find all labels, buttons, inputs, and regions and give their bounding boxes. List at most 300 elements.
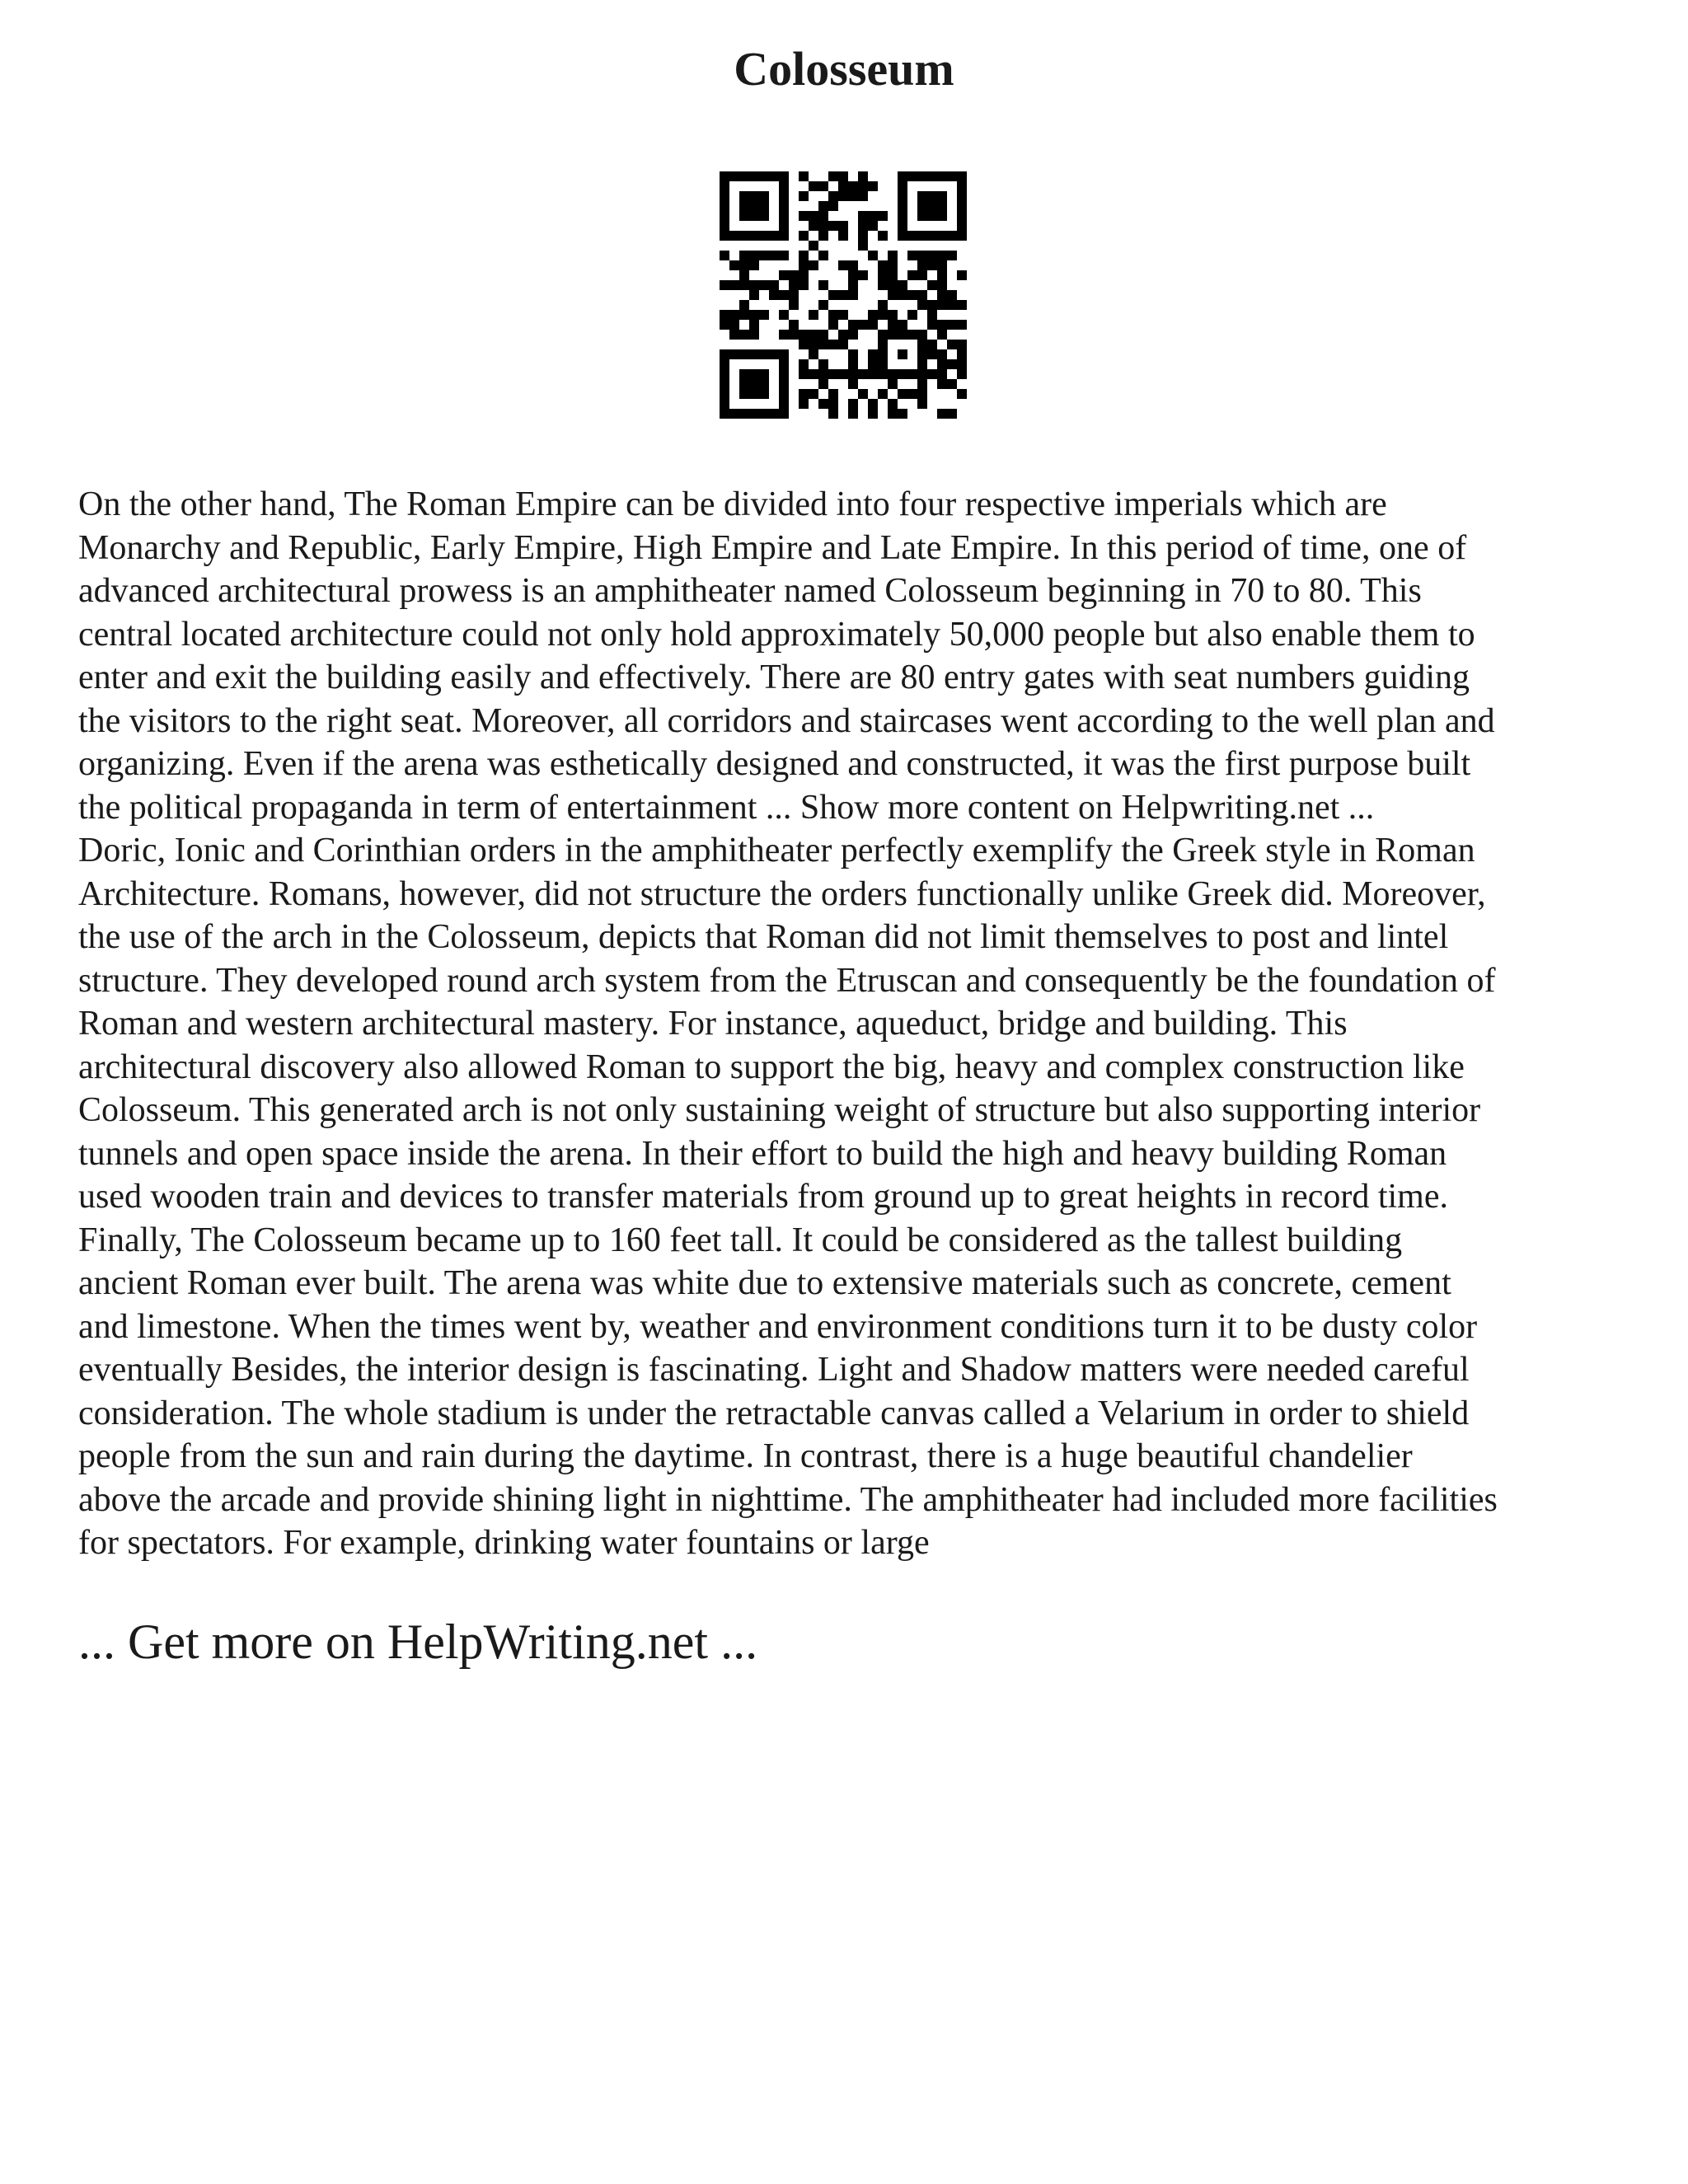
qr-module bbox=[749, 260, 759, 270]
qr-module bbox=[809, 221, 818, 231]
qr-module bbox=[749, 389, 759, 399]
qr-module bbox=[937, 369, 947, 379]
body-line: ancient Roman ever built. The arena was white due to extensive materials such as concrete, cement bbox=[78, 1264, 1451, 1302]
qr-module bbox=[818, 181, 828, 191]
qr-module bbox=[957, 270, 967, 280]
qr-module bbox=[957, 191, 967, 201]
qr-module bbox=[759, 191, 769, 201]
qr-module bbox=[799, 389, 809, 399]
qr-module bbox=[937, 409, 947, 419]
qr-module bbox=[868, 369, 878, 379]
qr-module bbox=[720, 280, 729, 290]
qr-module bbox=[917, 300, 927, 310]
qr-module bbox=[937, 349, 947, 359]
qr-module bbox=[799, 171, 809, 181]
qr-module bbox=[809, 260, 818, 270]
qr-module bbox=[898, 409, 907, 419]
qr-module bbox=[937, 290, 947, 300]
body-line: enter and exit the building easily and effectively. There are 80 entry gates with seat numbers guiding bbox=[78, 658, 1470, 696]
qr-module bbox=[739, 310, 749, 320]
get-more-link[interactable]: ... Get more on HelpWriting.net ... bbox=[78, 1615, 758, 1669]
qr-module bbox=[720, 369, 729, 379]
body-paragraph bbox=[78, 483, 1628, 1565]
qr-module bbox=[739, 260, 749, 270]
qr-module bbox=[888, 320, 898, 330]
qr-module bbox=[898, 191, 907, 201]
qr-module bbox=[858, 389, 868, 399]
qr-module bbox=[769, 349, 779, 359]
qr-module bbox=[749, 310, 759, 320]
qr-module bbox=[838, 231, 848, 241]
qr-module bbox=[779, 379, 789, 389]
qr-module bbox=[720, 221, 729, 231]
qr-module bbox=[947, 340, 957, 349]
qr-module bbox=[739, 379, 749, 389]
qr-module bbox=[927, 320, 937, 330]
qr-module bbox=[838, 171, 848, 181]
body-line: consideration. The whole stadium is under the retractable canvas called a Velarium in order to shield bbox=[78, 1394, 1470, 1432]
qr-module bbox=[858, 270, 868, 280]
body-line: Doric, Ionic and Corinthian orders in the amphitheater perfectly exemplify the Greek style in Roman bbox=[78, 832, 1475, 869]
qr-module bbox=[799, 231, 809, 241]
qr-module bbox=[779, 211, 789, 221]
qr-module bbox=[868, 221, 878, 231]
qr-module bbox=[818, 359, 828, 369]
qr-module bbox=[868, 349, 878, 359]
body-line: architectural discovery also allowed Roman to support the big, heavy and complex construction like bbox=[78, 1047, 1465, 1086]
qr-module bbox=[957, 369, 967, 379]
qr-module bbox=[828, 340, 838, 349]
qr-module bbox=[917, 379, 927, 389]
qr-module bbox=[947, 379, 957, 389]
qr-module bbox=[957, 171, 967, 181]
qr-module bbox=[739, 270, 749, 280]
qr-module bbox=[729, 409, 739, 419]
qr-module bbox=[898, 221, 907, 231]
qr-module bbox=[957, 389, 967, 399]
qr-module bbox=[789, 290, 799, 300]
qr-module bbox=[749, 171, 759, 181]
qr-module bbox=[848, 359, 858, 369]
qr-module bbox=[818, 231, 828, 241]
qr-module bbox=[779, 290, 789, 300]
qr-module bbox=[937, 330, 947, 340]
qr-module bbox=[809, 181, 818, 191]
qr-module bbox=[937, 251, 947, 260]
qr-module bbox=[878, 280, 888, 290]
qr-module bbox=[720, 389, 729, 399]
qr-module bbox=[868, 399, 878, 409]
qr-module bbox=[799, 270, 809, 280]
qr-module bbox=[878, 310, 888, 320]
qr-module bbox=[749, 211, 759, 221]
qr-module bbox=[898, 280, 907, 290]
qr-module bbox=[888, 290, 898, 300]
qr-module bbox=[917, 290, 927, 300]
body-line: organizing. Even if the arena was esthetically designed and constructed, it was the first purpose built bbox=[78, 745, 1471, 783]
qr-module bbox=[759, 171, 769, 181]
qr-module bbox=[828, 171, 838, 181]
qr-module bbox=[729, 349, 739, 359]
qr-module bbox=[848, 399, 858, 409]
qr-module bbox=[878, 389, 888, 399]
qr-module bbox=[838, 369, 848, 379]
qr-module bbox=[838, 340, 848, 349]
qr-module bbox=[898, 171, 907, 181]
qr-module bbox=[937, 280, 947, 290]
qr-module bbox=[799, 191, 809, 201]
qr-module bbox=[868, 359, 878, 369]
qr-module bbox=[917, 349, 927, 359]
qr-module bbox=[779, 201, 789, 211]
qr-module bbox=[848, 330, 858, 340]
qr-module bbox=[858, 181, 868, 191]
qr-module bbox=[769, 171, 779, 181]
qr-module bbox=[907, 369, 917, 379]
body-line: structure. They developed round arch system from the Etruscan and consequently be the foundation of bbox=[78, 961, 1496, 1000]
qr-module bbox=[898, 389, 907, 399]
qr-module bbox=[888, 330, 898, 340]
qr-module bbox=[937, 211, 947, 221]
qr-module bbox=[927, 201, 937, 211]
qr-module bbox=[878, 330, 888, 340]
body-line: On the other hand, The Roman Empire can be divided into four respective imperials which are bbox=[78, 485, 1387, 523]
qr-module bbox=[868, 320, 878, 330]
qr-module bbox=[917, 369, 927, 379]
body-line: Roman and western architectural mastery. For instance, aqueduct, bridge and building. This bbox=[78, 1005, 1348, 1043]
qr-module bbox=[947, 290, 957, 300]
qr-module bbox=[868, 181, 878, 191]
qr-module bbox=[838, 310, 848, 320]
qr-module bbox=[838, 181, 848, 191]
qr-module bbox=[898, 181, 907, 191]
qr-module bbox=[828, 201, 838, 211]
qr-module bbox=[927, 340, 937, 349]
qr-module bbox=[759, 369, 769, 379]
qr-module bbox=[739, 300, 749, 310]
qr-module bbox=[898, 330, 907, 340]
qr-module bbox=[888, 251, 898, 260]
qr-module bbox=[947, 409, 957, 419]
qr-module bbox=[848, 369, 858, 379]
qr-module bbox=[729, 310, 739, 320]
body-line: the political propaganda in term of entertainment ... Show more content on Helpwriting.net ... bbox=[78, 788, 1375, 827]
qr-module bbox=[799, 251, 809, 260]
qr-module bbox=[828, 221, 838, 231]
qr-module bbox=[720, 201, 729, 211]
qr-module bbox=[828, 369, 838, 379]
qr-module bbox=[720, 409, 729, 419]
qr-module bbox=[729, 260, 739, 270]
qr-module bbox=[779, 349, 789, 359]
qr-module bbox=[858, 191, 868, 201]
qr-module bbox=[818, 379, 828, 389]
qr-module bbox=[917, 171, 927, 181]
qr-module bbox=[769, 251, 779, 260]
qr-module bbox=[749, 369, 759, 379]
qr-code-icon bbox=[720, 171, 967, 419]
qr-module bbox=[838, 191, 848, 201]
qr-module bbox=[720, 171, 729, 181]
qr-module bbox=[907, 310, 917, 320]
qr-module bbox=[789, 330, 799, 340]
qr-module bbox=[799, 260, 809, 270]
qr-module bbox=[779, 191, 789, 201]
qr-module bbox=[858, 231, 868, 241]
qr-module bbox=[720, 211, 729, 221]
qr-module bbox=[848, 270, 858, 280]
qr-module bbox=[818, 399, 828, 409]
qr-module bbox=[907, 231, 917, 241]
qr-module bbox=[799, 340, 809, 349]
qr-module bbox=[878, 260, 888, 270]
qr-module bbox=[759, 310, 769, 320]
qr-module bbox=[729, 231, 739, 241]
qr-module bbox=[818, 201, 828, 211]
body-line: the visitors to the right seat. Moreover, all corridors and staircases went according to the well plan and bbox=[78, 701, 1495, 740]
qr-module bbox=[818, 300, 828, 310]
qr-module bbox=[720, 379, 729, 389]
qr-module bbox=[729, 280, 739, 290]
qr-module bbox=[739, 211, 749, 221]
qr-module bbox=[769, 290, 779, 300]
qr-module bbox=[720, 181, 729, 191]
qr-module bbox=[809, 310, 818, 320]
qr-module bbox=[848, 191, 858, 201]
qr-module bbox=[878, 270, 888, 280]
body-line: the use of the arch in the Colosseum, depicts that Roman did not limit themselves to post and lintel bbox=[78, 918, 1449, 956]
qr-module bbox=[759, 349, 769, 359]
qr-module bbox=[927, 369, 937, 379]
qr-module bbox=[907, 270, 917, 280]
qr-module bbox=[828, 399, 838, 409]
qr-module bbox=[838, 330, 848, 340]
qr-module bbox=[957, 320, 967, 330]
qr-module bbox=[828, 191, 838, 201]
qr-module bbox=[809, 349, 818, 359]
qr-module bbox=[937, 231, 947, 241]
qr-module bbox=[848, 409, 858, 419]
qr-module bbox=[809, 211, 818, 221]
qr-module bbox=[828, 409, 838, 419]
qr-module bbox=[898, 290, 907, 300]
qr-module bbox=[917, 270, 927, 280]
qr-module bbox=[868, 211, 878, 221]
qr-module bbox=[927, 349, 937, 359]
qr-module bbox=[720, 399, 729, 409]
qr-module bbox=[927, 251, 937, 260]
qr-module bbox=[749, 201, 759, 211]
qr-module bbox=[749, 191, 759, 201]
qr-module bbox=[888, 270, 898, 280]
qr-module bbox=[858, 241, 868, 251]
qr-module bbox=[868, 310, 878, 320]
body-line: Colosseum. This generated arch is not only sustaining weight of structure but also supporting interior bbox=[78, 1091, 1481, 1129]
qr-module bbox=[898, 231, 907, 241]
qr-module bbox=[907, 171, 917, 181]
qr-module bbox=[759, 251, 769, 260]
qr-module bbox=[927, 310, 937, 320]
qr-module bbox=[799, 369, 809, 379]
qr-module bbox=[927, 211, 937, 221]
qr-module bbox=[739, 389, 749, 399]
qr-module bbox=[739, 409, 749, 419]
qr-module bbox=[729, 171, 739, 181]
qr-module bbox=[739, 171, 749, 181]
qr-module bbox=[957, 181, 967, 191]
body-line: used wooden train and devices to transfer materials from ground up to great heights in record time. bbox=[78, 1178, 1448, 1216]
qr-module bbox=[759, 211, 769, 221]
qr-module bbox=[759, 389, 769, 399]
qr-module bbox=[749, 280, 759, 290]
qr-module bbox=[917, 330, 927, 340]
qr-module bbox=[809, 330, 818, 340]
qr-module bbox=[818, 251, 828, 260]
qr-code-graphic bbox=[720, 171, 967, 419]
qr-module bbox=[838, 260, 848, 270]
qr-module bbox=[917, 359, 927, 369]
body-line: above the arcade and provide shining light in nighttime. The amphitheater had included more facilities bbox=[78, 1480, 1498, 1519]
qr-module bbox=[917, 340, 927, 349]
qr-module bbox=[720, 359, 729, 369]
qr-module bbox=[947, 320, 957, 330]
qr-module bbox=[789, 320, 799, 330]
qr-module bbox=[729, 320, 739, 330]
qr-module bbox=[927, 280, 937, 290]
body-line: central located architecture could not only hold approximately 50,000 people but also enable them to bbox=[78, 615, 1475, 654]
qr-module bbox=[888, 310, 898, 320]
qr-module bbox=[828, 320, 838, 330]
qr-module bbox=[927, 300, 937, 310]
qr-module bbox=[878, 211, 888, 221]
qr-module bbox=[907, 290, 917, 300]
qr-module bbox=[858, 211, 868, 221]
body-line: Architecture. Romans, however, did not structure the orders functionally unlike Greek did. Moreover, bbox=[78, 874, 1486, 913]
qr-module bbox=[848, 379, 858, 389]
qr-module bbox=[848, 349, 858, 359]
qr-module bbox=[828, 389, 838, 399]
body-line: tunnels and open space inside the arena. In their effort to build the high and heavy building Roman bbox=[78, 1134, 1447, 1173]
qr-module bbox=[848, 320, 858, 330]
qr-module bbox=[769, 231, 779, 241]
qr-module bbox=[749, 290, 759, 300]
qr-module bbox=[947, 359, 957, 369]
qr-module bbox=[898, 320, 907, 330]
qr-module bbox=[848, 280, 858, 290]
qr-module bbox=[828, 310, 838, 320]
qr-module bbox=[957, 359, 967, 369]
qr-module bbox=[779, 171, 789, 181]
qr-module bbox=[739, 251, 749, 260]
qr-module bbox=[937, 191, 947, 201]
qr-module bbox=[957, 300, 967, 310]
qr-module bbox=[720, 231, 729, 241]
qr-module bbox=[848, 290, 858, 300]
qr-module bbox=[927, 231, 937, 241]
qr-module bbox=[799, 280, 809, 290]
qr-module bbox=[917, 201, 927, 211]
qr-module bbox=[799, 359, 809, 369]
qr-module bbox=[799, 330, 809, 340]
qr-module bbox=[957, 349, 967, 359]
qr-module bbox=[947, 171, 957, 181]
qr-module bbox=[739, 201, 749, 211]
qr-module bbox=[759, 231, 769, 241]
qr-module bbox=[729, 330, 739, 340]
qr-module bbox=[927, 171, 937, 181]
qr-module bbox=[789, 270, 799, 280]
qr-module bbox=[878, 340, 888, 349]
qr-module bbox=[749, 231, 759, 241]
qr-module bbox=[917, 211, 927, 221]
qr-module bbox=[858, 369, 868, 379]
qr-module bbox=[739, 349, 749, 359]
qr-module bbox=[888, 399, 898, 409]
qr-module bbox=[947, 300, 957, 310]
qr-module bbox=[878, 349, 888, 359]
qr-module bbox=[809, 389, 818, 399]
qr-module bbox=[739, 231, 749, 241]
qr-module bbox=[799, 399, 809, 409]
qr-module bbox=[809, 369, 818, 379]
qr-module bbox=[818, 221, 828, 231]
qr-module bbox=[779, 389, 789, 399]
qr-module bbox=[888, 260, 898, 270]
qr-module bbox=[749, 409, 759, 419]
qr-module bbox=[779, 221, 789, 231]
qr-module bbox=[818, 330, 828, 340]
qr-module bbox=[779, 399, 789, 409]
qr-module bbox=[789, 300, 799, 310]
qr-module bbox=[937, 300, 947, 310]
body-line: Monarchy and Republic, Early Empire, High Empire and Late Empire. In this period of time, one of bbox=[78, 528, 1467, 567]
qr-module bbox=[739, 330, 749, 340]
qr-module bbox=[749, 330, 759, 340]
qr-module bbox=[898, 201, 907, 211]
qr-module bbox=[828, 290, 838, 300]
body-line: and limestone. When the times went by, weather and environment conditions turn it to be dusty color bbox=[78, 1307, 1478, 1346]
qr-module bbox=[749, 251, 759, 260]
qr-module bbox=[957, 201, 967, 211]
qr-module bbox=[809, 340, 818, 349]
body-line: for spectators. For example, drinking water fountains or large bbox=[78, 1524, 930, 1562]
qr-module bbox=[818, 340, 828, 349]
qr-module bbox=[907, 251, 917, 260]
qr-module bbox=[917, 191, 927, 201]
qr-module bbox=[937, 320, 947, 330]
qr-module bbox=[759, 379, 769, 389]
qr-module bbox=[779, 270, 789, 280]
qr-module bbox=[838, 221, 848, 231]
qr-module bbox=[937, 260, 947, 270]
qr-module bbox=[917, 260, 927, 270]
qr-module bbox=[818, 211, 828, 221]
qr-module bbox=[927, 260, 937, 270]
qr-module bbox=[917, 389, 927, 399]
qr-module bbox=[937, 171, 947, 181]
qr-module bbox=[937, 379, 947, 389]
qr-module bbox=[937, 359, 947, 369]
qr-module bbox=[739, 191, 749, 201]
qr-module bbox=[957, 231, 967, 241]
qr-module bbox=[818, 369, 828, 379]
qr-module bbox=[809, 241, 818, 251]
qr-module bbox=[789, 280, 799, 290]
qr-module bbox=[917, 399, 927, 409]
qr-module bbox=[799, 211, 809, 221]
qr-module bbox=[838, 290, 848, 300]
qr-module bbox=[888, 409, 898, 419]
